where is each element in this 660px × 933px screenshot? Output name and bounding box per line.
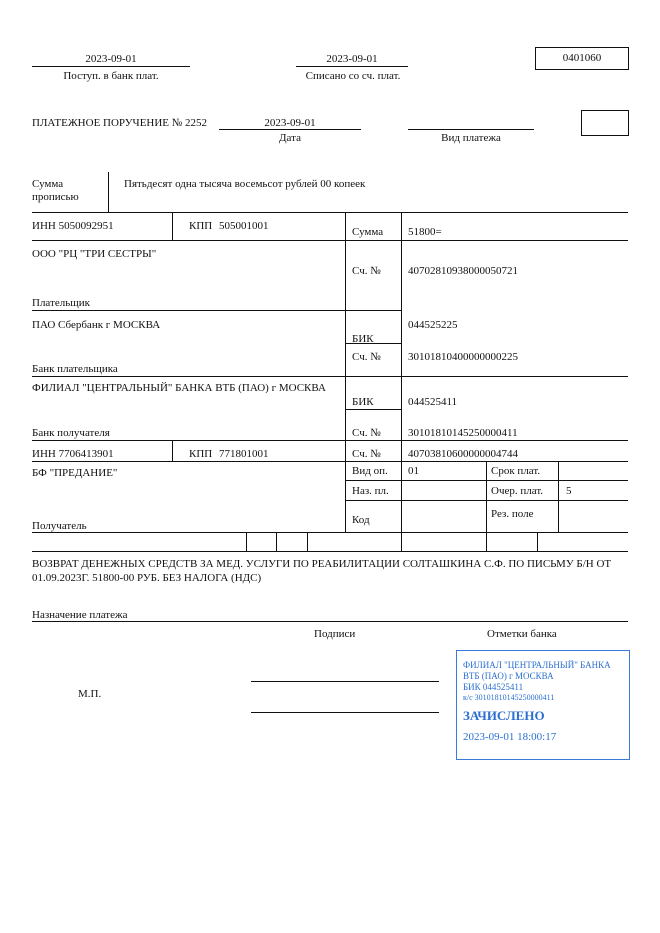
debited-date: 2023-09-01 (326, 53, 378, 65)
signature-line-1 (251, 681, 439, 682)
priority-label: Очер. плат. (491, 485, 544, 497)
amount-label: Сумма (352, 226, 384, 238)
form-code: 0401060 (562, 52, 602, 64)
divider (558, 461, 559, 532)
divider (32, 310, 401, 311)
payee-kpp-label: КПП (189, 448, 213, 460)
purpose-code-label: Наз. пл. (352, 485, 389, 497)
due-label: Срок плат. (491, 465, 541, 477)
payer-bank-account: 30101810400000000225 (408, 351, 518, 363)
payee-bank-account: 30101810145250000411 (408, 427, 518, 439)
divider (32, 621, 628, 622)
divider (32, 532, 628, 533)
divider (345, 409, 401, 410)
payee-inn: ИНН 7706413901 (32, 448, 114, 460)
divider (32, 551, 628, 552)
bank-marks-label: Отметки банка (487, 628, 557, 640)
payment-type-label: Вид платежа (441, 132, 501, 144)
form-code-box (535, 47, 629, 70)
op-type: 01 (408, 465, 419, 477)
payer-inn: ИНН 5050092951 (32, 220, 114, 232)
divider (401, 532, 402, 551)
priority: 5 (566, 485, 572, 497)
divider (401, 212, 402, 532)
payee-bank-account-label: Сч. № (352, 427, 381, 439)
payee-bank-label: Банк получателя (32, 427, 110, 439)
divider (32, 240, 345, 241)
payer-bank-account-label: Сч. № (352, 351, 381, 363)
payment-type-box (581, 110, 629, 136)
stamp-datetime: 2023-09-01 18:00:17 (463, 731, 557, 743)
debited-label: Списано со сч. плат. (305, 70, 401, 82)
bank-received-date: 2023-09-01 (85, 53, 137, 65)
payer-name: ООО "РЦ "ТРИ СЕСТРЫ" (32, 248, 157, 260)
payer-bank-bik-label: БИК (352, 333, 374, 345)
amount-words: Пятьдесят одна тысяча восемьсот рублей 00 копеек (124, 178, 366, 190)
amount-words-label-1: Сумма (32, 178, 64, 190)
divider (408, 129, 534, 130)
signature-line-2 (251, 712, 439, 713)
payee-account: 40703810600000004744 (408, 448, 518, 460)
divider (307, 532, 308, 551)
payer-account: 40702810938000050721 (408, 265, 518, 277)
order-date-label: Дата (279, 132, 301, 144)
divider (108, 172, 109, 212)
divider (486, 532, 487, 551)
stamp-line-1: ФИЛИАЛ "ЦЕНТРАЛЬНЫЙ" БАНКА (463, 660, 611, 670)
purpose-line-1: ВОЗВРАТ ДЕНЕЖНЫХ СРЕДСТВ ЗА МЕД. УСЛУГИ ПО РЕАБИЛИТАЦИИ СОЛТАШКИНА С.Ф. ПО ПИСЬМУ Б/Н ОТ (32, 558, 612, 570)
payer-label: Плательщик (32, 297, 90, 309)
code-label: Код (352, 514, 370, 526)
bank-received-label: Поступ. в банк плат. (63, 70, 159, 82)
payer-bank-label: Банк плательщика (32, 363, 118, 375)
divider (486, 461, 487, 532)
seal-label: М.П. (78, 688, 102, 700)
order-date: 2023-09-01 (264, 117, 316, 129)
page-title: ПЛАТЕЖНОЕ ПОРУЧЕНИЕ № 2252 (32, 117, 208, 129)
signatures-label: Подписи (314, 628, 356, 640)
payee-bank-bik: 044525411 (408, 396, 458, 408)
amount-value: 51800= (408, 226, 442, 238)
divider (246, 532, 247, 551)
divider (345, 240, 628, 241)
payee-name: БФ "ПРЕДАНИЕ" (32, 467, 118, 479)
divider (32, 376, 628, 377)
divider (32, 212, 628, 213)
payee-label: Получатель (32, 520, 87, 532)
divider (172, 212, 173, 240)
payer-bank-bik: 044525225 (408, 319, 458, 331)
divider (219, 129, 361, 130)
divider (276, 532, 277, 551)
stamp-line-2: ВТБ (ПАО) г МОСКВА (463, 671, 554, 681)
divider (172, 440, 173, 461)
divider (296, 66, 408, 67)
divider (32, 440, 628, 441)
bank-stamp (456, 650, 630, 760)
divider (345, 212, 346, 532)
payee-bank-bik-label: БИК (352, 396, 374, 408)
amount-words-label-2: прописью (32, 191, 79, 203)
purpose-line-2: 01.09.2023Г. 51800-00 РУБ. БЕЗ НАЛОГА (НДС) (32, 572, 262, 584)
reserve-label: Рез. поле (491, 508, 534, 520)
stamp-status: ЗАЧИСЛЕНО (463, 708, 545, 723)
divider (32, 461, 345, 462)
payer-kpp-label: КПП (189, 220, 213, 232)
purpose-label: Назначение платежа (32, 609, 128, 621)
payer-kpp: 505001001 (219, 220, 269, 232)
payee-bank-name: ФИЛИАЛ "ЦЕНТРАЛЬНЫЙ" БАНКА ВТБ (ПАО) г МОСКВА (32, 382, 326, 394)
stamp-line-3: БИК 044525411 (463, 682, 524, 692)
stamp-line-4: к/с 30101810145250000411 (463, 693, 555, 702)
divider (32, 66, 190, 67)
payer-bank-name: ПАО Сбербанк г МОСКВА (32, 319, 161, 331)
divider (537, 532, 538, 551)
payee-account-label: Сч. № (352, 448, 381, 460)
op-type-label: Вид оп. (352, 465, 388, 477)
payee-kpp: 771801001 (219, 448, 269, 460)
payer-account-label: Сч. № (352, 265, 381, 277)
